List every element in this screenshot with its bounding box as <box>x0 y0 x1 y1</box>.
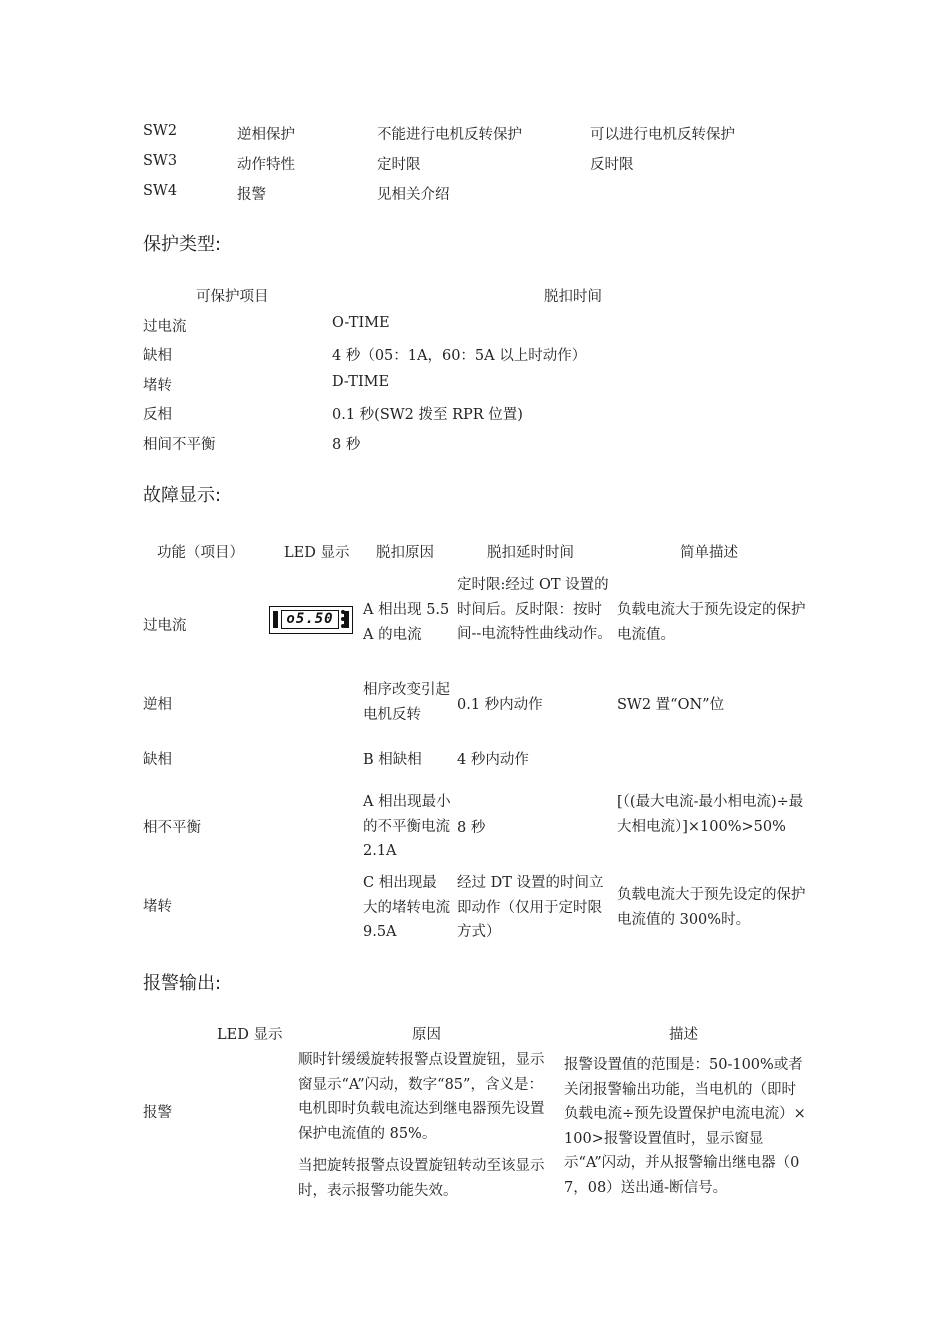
protection-time: 8 秒 <box>332 437 361 453</box>
switch-id: SW4 <box>143 183 178 199</box>
fault-header-cause: 脱扣原因 <box>376 545 434 561</box>
led-display-image <box>269 606 353 634</box>
fault-function: 缺相 <box>143 752 172 768</box>
protection-header-item: 可保护项目 <box>196 289 269 305</box>
alarm-heading: 报警输出: <box>143 973 222 994</box>
protection-time: 4 秒（05：1A，60：5A 以上时动作） <box>332 348 587 364</box>
fault-cause: A 相出现最小的不平衡电流 2.1A <box>363 794 451 859</box>
fault-description: [（(最大电流-最小相电流)÷最大相电流）]×100%>50% <box>617 794 804 835</box>
fault-function: 逆相 <box>143 697 172 713</box>
fault-function: 堵转 <box>143 899 172 915</box>
alarm-header-cause: 原因 <box>412 1027 441 1043</box>
switch-id: SW2 <box>143 123 178 139</box>
protection-time: D-TIME <box>332 374 390 390</box>
led-readout: o5.50 <box>281 610 339 629</box>
fault-header-function: 功能（项目） <box>157 545 244 561</box>
alarm-header-description: 描述 <box>669 1027 698 1043</box>
switch-off-setting: 见相关介绍 <box>377 187 450 203</box>
alarm-cause-paragraph: 顺时针缓缓旋转报警点设置旋钮，显示窗显示“A”闪动，数字“85”，含义是：电机即时负载电流达到继电器预先设置保护电流值的 85%。 <box>298 1052 545 1142</box>
switch-on-setting: 反时限 <box>590 157 634 173</box>
fault-header-led: LED 显示 <box>284 545 350 561</box>
fault-description: 负载电流大于预先设定的保护电流值的 300%时。 <box>617 887 806 928</box>
alarm-function: 报警 <box>143 1105 172 1121</box>
protection-item: 相间不平衡 <box>143 437 216 453</box>
protection-item: 过电流 <box>143 319 187 335</box>
switch-id: SW3 <box>143 153 178 169</box>
fault-function: 过电流 <box>143 618 187 634</box>
fault-delay: 8 秒 <box>457 820 486 836</box>
switch-off-setting: 不能进行电机反转保护 <box>377 127 522 143</box>
protection-item: 反相 <box>143 407 172 423</box>
fault-description: SW2 置“ON”位 <box>617 697 725 713</box>
switch-function: 动作特性 <box>237 157 295 173</box>
switch-function: 报警 <box>237 187 266 203</box>
led-right-terminal <box>344 611 349 628</box>
fault-delay: 经过 DT 设置的时间立即动作（仅用于定时限方式） <box>457 875 604 940</box>
fault-delay: 定时限:经过 OT 设置的时间后。反时限：按时间--电流特性曲线动作。 <box>457 577 612 642</box>
led-left-terminal <box>273 611 278 628</box>
fault-heading: 故障显示: <box>143 485 222 506</box>
alarm-cause-paragraph: 当把旋转报警点设置旋钮转动至该显示时，表示报警功能失效。 <box>298 1158 545 1199</box>
fault-description: 负载电流大于预先设定的保护电流值。 <box>617 602 806 643</box>
alarm-description: 报警设置值的范围是：50-100%或者关闭报警输出功能，当电机的（即时负载电流÷预先设置保护电流电流）×100>报警设置值时，显示窗显示“A”闪动，并从报警输出继电器（07，08）送出通-断信号。 <box>564 1057 806 1196</box>
fault-function: 相不平衡 <box>143 820 201 836</box>
fault-header-description: 简单描述 <box>680 545 738 561</box>
fault-cause: A 相出现 5.5A 的电流 <box>363 602 450 643</box>
protection-time: 0.1 秒(SW2 拨至 RPR 位置) <box>332 407 523 423</box>
switch-function: 逆相保护 <box>237 127 295 143</box>
protection-heading: 保护类型: <box>143 234 222 255</box>
fault-delay: 0.1 秒内动作 <box>457 697 543 713</box>
protection-header-time: 脱扣时间 <box>544 289 602 305</box>
protection-item: 堵转 <box>143 378 172 394</box>
fault-cause: 相序改变引起电机反转 <box>363 682 450 723</box>
fault-cause: B 相缺相 <box>363 752 422 768</box>
fault-cause: C 相出现最大的堵转电流 9.5A <box>363 875 450 940</box>
fault-delay: 4 秒内动作 <box>457 752 529 768</box>
protection-item: 缺相 <box>143 348 172 364</box>
alarm-header-led: LED 显示 <box>217 1027 283 1043</box>
switch-on-setting: 可以进行电机反转保护 <box>590 127 735 143</box>
switch-off-setting: 定时限 <box>377 157 421 173</box>
fault-header-delay: 脱扣延时时间 <box>487 545 574 561</box>
protection-time: O-TIME <box>332 315 390 331</box>
